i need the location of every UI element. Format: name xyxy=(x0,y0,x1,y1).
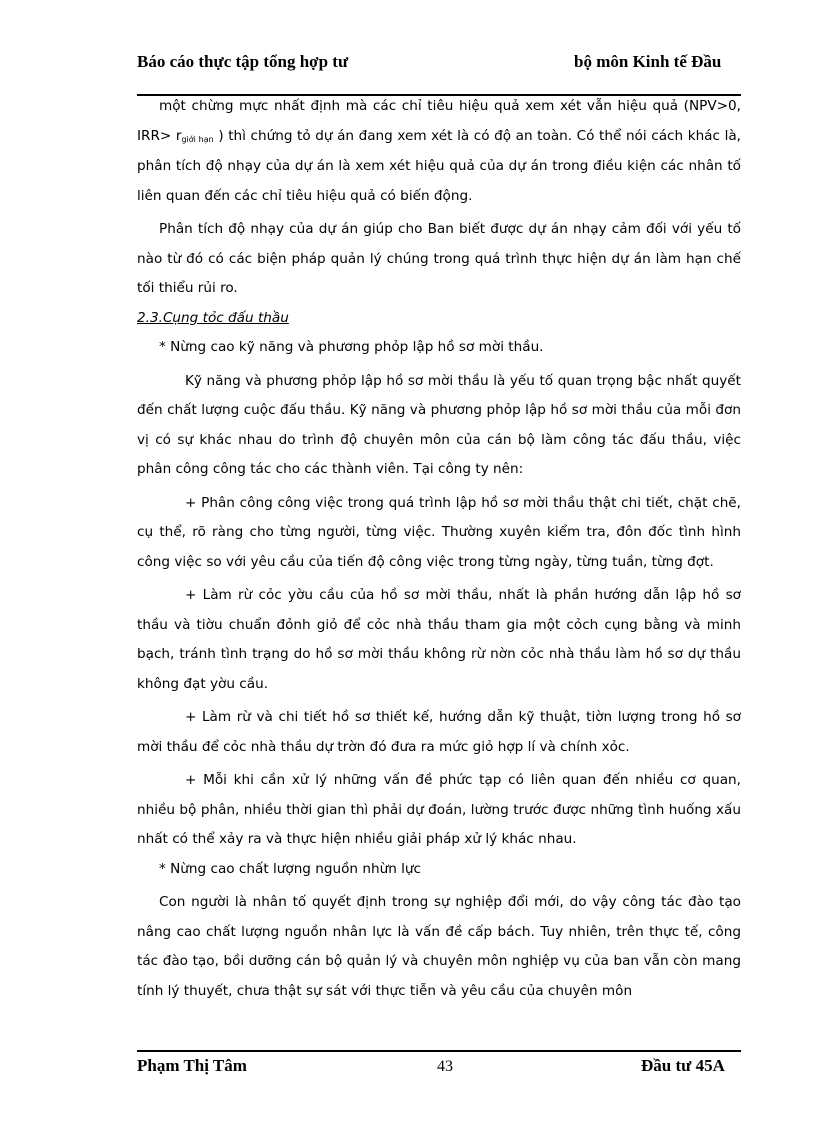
footer-author: Phạm Thị Tâm xyxy=(137,1056,247,1075)
page-number: 43 xyxy=(437,1058,453,1075)
section-heading: 2.3.Cụng tỏc đấu thầu xyxy=(137,309,289,326)
list-item: + Mỗi khi cần xử lý những vấn đề phức tạp có liên quan đến nhiều cơ quan, nhiều bộ phân, nhiều thời gian thì phải dự đoán, lường trước được những tình huống xấu nhất có thể xảy ra và thực hiện nhiều giải pháp xử lý khác nhau. xyxy=(137,772,741,847)
footer-class: Đầu tư 45A xyxy=(641,1056,725,1075)
paragraph-text: một chừng mực nhất định mà các chỉ tiêu hiệu quả xem xét vẫn hiệu quả (NPV>0, IRR> r xyxy=(137,98,741,144)
paragraph-text: ) thì chứng tỏ dự án đang xem xét là có độ an toàn. Có thể nói cách khác là, phân tích độ nhạy của dự án là xem xét hiệu quả của dự án trong điều kiện các nhân tố liên quan đến các chỉ tiêu hiệu quả có biến động. xyxy=(137,127,741,204)
paragraph xyxy=(137,92,741,211)
list-item: + Làm rừ cỏc yờu cầu của hồ sơ mời thầu, nhất là phần hướng dẫn lập hồ sơ thầu và tiờu chuẩn đỏnh giỏ để cỏc nhà thầu tham gia một cỏch cụng bằng và minh bạch, tránh tình trạng do hồ sơ mời thầu không rừ nờn cỏc nhà thầu làm hồ sơ dự thầu không đạt yờu cầu. xyxy=(137,587,741,692)
paragraph: Phân tích độ nhạy của dự án giúp cho Ban biết được dự án nhạy cảm đối với yếu tố nào từ đó có các biện pháp quản lý chúng trong quá trình thực hiện dự án làm hạn chế tối thiểu rủi ro. xyxy=(137,221,741,296)
list-item: + Làm rừ và chi tiết hồ sơ thiết kế, hướng dẫn kỹ thuật, tiờn lượng trong hồ sơ mời thầu để cỏc nhà thầu dự trờn đó đưa ra mức giỏ hợp lí và chính xỏc. xyxy=(137,709,741,755)
header-report-title: Báo cáo thực tập tổng hợp tư xyxy=(137,52,349,71)
footer-rule xyxy=(137,1050,741,1052)
body-text xyxy=(137,92,741,1006)
paragraph: Con người là nhân tố quyết định trong sự nghiệp đổi mới, do vậy công tác đào tạo nâng cao chất lượng nguồn nhân lực là vấn đề cấp bách. Tuy nhiên, trên thực tế, công tác đào tạo, bồi dưỡng cán bộ quản lý và chuyên môn nghiệp vụ của ban vẫn còn mang tính lý thuyết, chưa thật sự sát với thực tiễn và yêu cầu của chuyên môn xyxy=(137,894,741,999)
subscript-text: giới hạn xyxy=(181,134,214,144)
bullet-heading: * Nừng cao chất lượng nguồn nhừn lực xyxy=(159,860,422,877)
list-item: + Phân công công việc trong quá trình lập hồ sơ mời thầu thật chi tiết, chặt chẽ, cụ thể, rõ ràng cho từng người, từng việc. Thường xuyên kiểm tra, đôn đốc tình hình công việc so với yêu cầu của tiến độ công việc trong từng ngày, từng tuần, từng đợt. xyxy=(137,494,741,570)
header-department: bộ môn Kinh tế Đầu xyxy=(574,52,722,71)
paragraph: Kỹ năng và phương phỏp lập hồ sơ mời thầu là yếu tố quan trọng bậc nhất quyết đến chất lượng cuộc đấu thầu. Kỹ năng và phương phỏp lập hồ sơ mời thầu của mỗi đơn vị có sự khác nhau do trình độ chuyên môn của cán bộ làm công tác đấu thầu, việc phân công công tác cho các thành viên. Tại công ty nên: xyxy=(137,372,741,477)
bullet-heading: * Nừng cao kỹ năng và phương phỏp lập hồ sơ mời thầu. xyxy=(159,339,544,355)
